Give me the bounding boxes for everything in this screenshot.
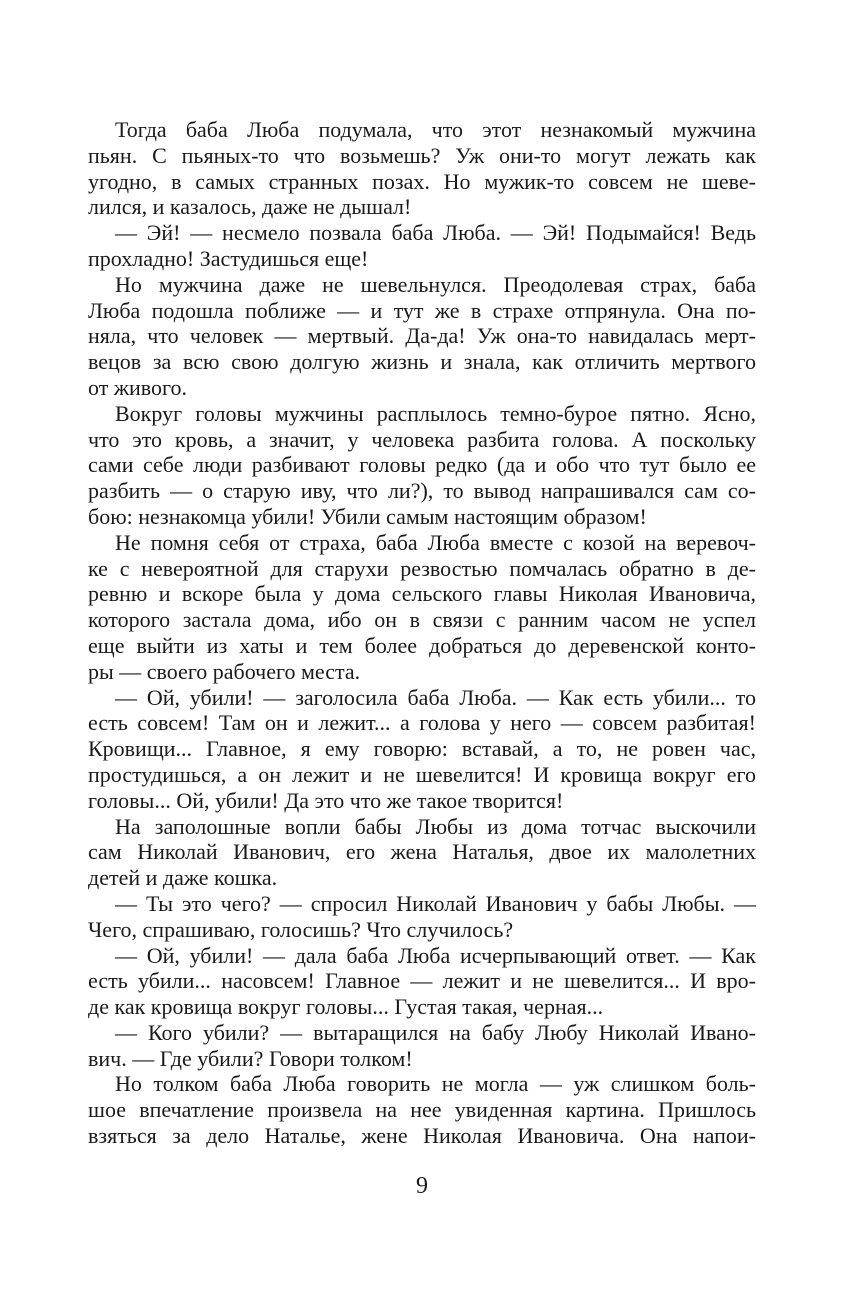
text-line: ры — своего рабочего места.: [88, 658, 361, 684]
page-number: 9: [416, 1173, 428, 1199]
text-line: — Кого убили? — вытаращился на бабу Любу Николай Ивано-: [115, 1019, 756, 1045]
text-line: взяться за дело Наталье, жене Николая Ивановича. Она напои-: [88, 1123, 756, 1149]
text-line: — Ой, убили! — дала баба Люба исчерпывающий ответ. — Как: [115, 942, 756, 968]
text-line: есть совсем! Там он и лежит... а голова у него — совсем разбитая!: [88, 710, 756, 736]
paragraph: [88, 1071, 756, 1148]
text-line: пьян. С пьяных-то что возьмешь? Уж они-то могут лежать как: [88, 142, 756, 168]
paragraph: [88, 117, 756, 220]
text-line: которого застала дома, ибо он в связи с ранним часом не успел: [88, 607, 756, 633]
text-line: няла, что человек — мертвый. Да-да! Уж она-то навидалась мерт-: [88, 323, 756, 349]
text-line: ке с невероятной для старухи резвостью помчалась обратно в де-: [88, 555, 756, 581]
paragraph: [88, 272, 756, 401]
text-line: — Ой, убили! — заголосила баба Люба. — Как есть убили... то: [115, 684, 756, 710]
text-line: вецов за всю свою долгую жизнь и знала, как отличить мертвого: [88, 349, 756, 375]
paragraph: [88, 530, 756, 685]
paragraph: [88, 891, 756, 943]
text-line: простудишься, а он лежит и не шевелится! И кровища вокруг его: [88, 761, 756, 787]
text-line: лился, и казалось, даже не дышал!: [88, 194, 412, 220]
text-line: сами себе люди разбивают головы редко (да и обо что тут было ее: [88, 452, 756, 478]
text-line: есть убили... насовсем! Главное — лежит и не шевелится... И вро-: [88, 968, 756, 994]
text-line: Кровищи... Главное, я ему говорю: вставай, а то, не ровен час,: [88, 736, 756, 762]
text-line: де как кровища вокруг головы... Густая такая, черная...: [88, 994, 604, 1020]
text-line: Не помня себя от страха, баба Люба вместе с козой на веревоч-: [115, 529, 756, 555]
paragraph: [88, 401, 756, 530]
text-line: разбить — о старую иву, что ли?), то вывод напрашивался сам со-: [88, 478, 756, 504]
paragraph: [88, 943, 756, 1020]
text-line: шое впечатление произвела на нее увиденная картина. Пришлось: [88, 1097, 756, 1123]
paragraph: [88, 220, 756, 272]
text-line: Тогда баба Люба подумала, что этот незнакомый мужчина: [115, 117, 756, 142]
body-text: [88, 117, 756, 1149]
paragraph: [88, 1020, 756, 1072]
text-line: Но толком баба Люба говорить не могла — уж слишком боль-: [115, 1071, 756, 1097]
text-line: вич. — Где убили? Говори толком!: [88, 1045, 413, 1071]
text-line: угодно, в самых странных позах. Но мужик-то совсем не шеве-: [88, 168, 756, 194]
text-line: еще выйти из хаты и тем более добраться до деревенской конто-: [88, 632, 756, 658]
text-line: детей и даже кошка.: [88, 865, 278, 891]
text-line: что это кровь, а значит, у человека разбита голова. А поскольку: [88, 426, 756, 452]
text-line: бою: незнакомца убили! Убили самым настоящим образом!: [88, 503, 647, 529]
text-line: головы... Ой, убили! Да это что же такое творится!: [88, 787, 564, 813]
text-line: На заполошные вопли бабы Любы из дома тотчас выскочили: [115, 813, 756, 839]
paragraph: [88, 685, 756, 814]
text-line: — Эй! — несмело позвала баба Люба. — Эй! Подымайся! Ведь: [115, 220, 756, 246]
text-line: сам Николай Иванович, его жена Наталья, двое их малолетних: [88, 839, 756, 865]
text-line: ревню и вскоре была у дома сельского главы Николая Ивановича,: [88, 581, 756, 607]
text-line: Чего, спрашиваю, голосишь? Что случилось?: [88, 916, 514, 942]
text-line: от живого.: [88, 374, 188, 400]
text-line: Люба подошла поближе — и тут же в страхе отпрянула. Она по-: [88, 297, 756, 323]
text-line: — Ты это чего? — спросил Николай Иванович у бабы Любы. —: [115, 890, 756, 916]
text-line: прохладно! Застудишься еще!: [88, 245, 369, 271]
text-line: Вокруг головы мужчины расплылось темно-бурое пятно. Ясно,: [115, 400, 756, 426]
text-line: Но мужчина даже не шевельнулся. Преодолевая страх, баба: [115, 271, 756, 297]
paragraph: [88, 814, 756, 891]
